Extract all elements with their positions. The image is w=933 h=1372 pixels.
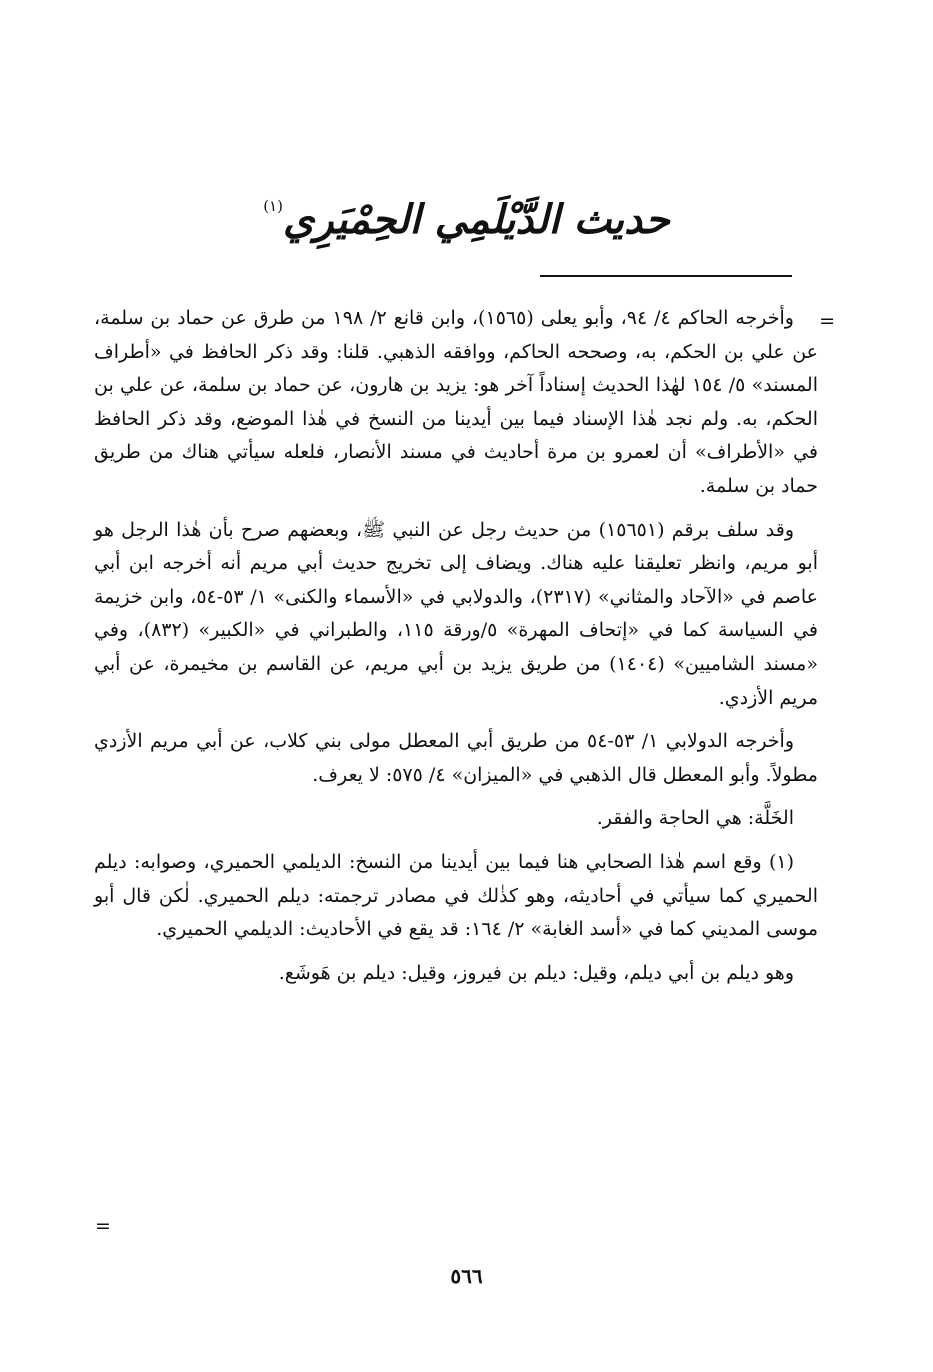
footnote-separator-rule bbox=[540, 275, 792, 277]
footnote-1: (١) وقع اسم هٰذا الصحابي هنا فيما بين أيدينا من النسخ: الديلمي الحميري، وصوابه: ديلم الحميري كما سيأتي في أحاديثه، وهو كذٰلك في مصادر ترجمته: ديلم الحميري. لٰكن قال أبو موسى المديني كما في «أسد الغابة» ٢/ ١٦٤: قد يقع في الأحاديث: الديلمي الحميري. bbox=[94, 850, 818, 941]
footnote-body bbox=[94, 302, 818, 1000]
continuation-mark-start: = bbox=[819, 310, 835, 332]
hadith-title-text: حديث الدَّيْلَمِي الحِمْيَرِي bbox=[282, 196, 670, 243]
footnote-1-continuation: وهو ديلم بن أبي ديلم، وقيل: ديلم بن فيروز، وقيل: ديلم بن هَوشَع. bbox=[278, 961, 794, 984]
paragraph-abu-maryam: وقد سلف برقم (١٥٦٥١) من حديث رجل عن النبي ﷺ، وبعضهم صرح بأن هٰذا الرجل هو أبو مريم، وانظر تعليقنا عليه هناك. ويضاف إلى تخريج حديث أبي مريم أنه أخرجه ابن أبي عاصم في «الآحاد والمثاني» (٢٣١٧)، والدولابي في «الأسماء والكنى» ١/ ٥٣-٥٤، وابن خزيمة في السياسة كما في «إتحاف المهرة» ٥/ورقة ١١٥، والطبراني في «الكبير» (٨٣٢)، وفي «مسند الشاميين» (١٤٠٤) من طريق يزيد بن أبي مريم، عن القاسم بن مخيمرة، عن أبي مريم الأزدي. bbox=[94, 518, 819, 709]
paragraph-khalla-definition: الخَلَّة: هي الحاجة والفقر. bbox=[596, 807, 794, 830]
title-footnote-mark: (١) bbox=[263, 197, 283, 215]
continuation-mark-end: = bbox=[95, 1215, 111, 1237]
paragraph-takhrij-hakim: وأخرجه الحاكم ٤/ ٩٤، وأبو يعلى (١٥٦٥)، وابن قانع ٢/ ١٩٨ من طرق عن حماد بن سلمة، عن علي بن الحكم، به، وصححه الحاكم، ووافقه الذهبي. قلنا: وقد ذكر الحافظ في «أطراف المسند» ٥/ ١٥٤ لهٰذا الحديث إسناداً آخر هو: يزيد بن هارون، عن حماد بن سلمة، عن علي بن الحكم، به. ولم نجد هٰذا الإسناد فيما بين أيدينا من النسخ في هٰذا الموضع، وقد ذكر الحافظ في «الأطراف» أن لعمرو بن مرة أحاديث في مسند الأنصار، فلعله سيأتي هناك من طريق حماد بن سلمة. bbox=[94, 307, 818, 497]
page-number: ٥٦٦ bbox=[450, 1264, 483, 1288]
hadith-title bbox=[0, 176, 933, 250]
paragraph-dulabi: وأخرجه الدولابي ١/ ٥٣-٥٤ من طريق أبي المعطل مولى بني كلاب، عن أبي مريم الأزدي مطولاً. وأبو المعطل قال الذهبي في «الميزان» ٤/ ٥٧٥: لا يعرف. bbox=[94, 730, 818, 786]
